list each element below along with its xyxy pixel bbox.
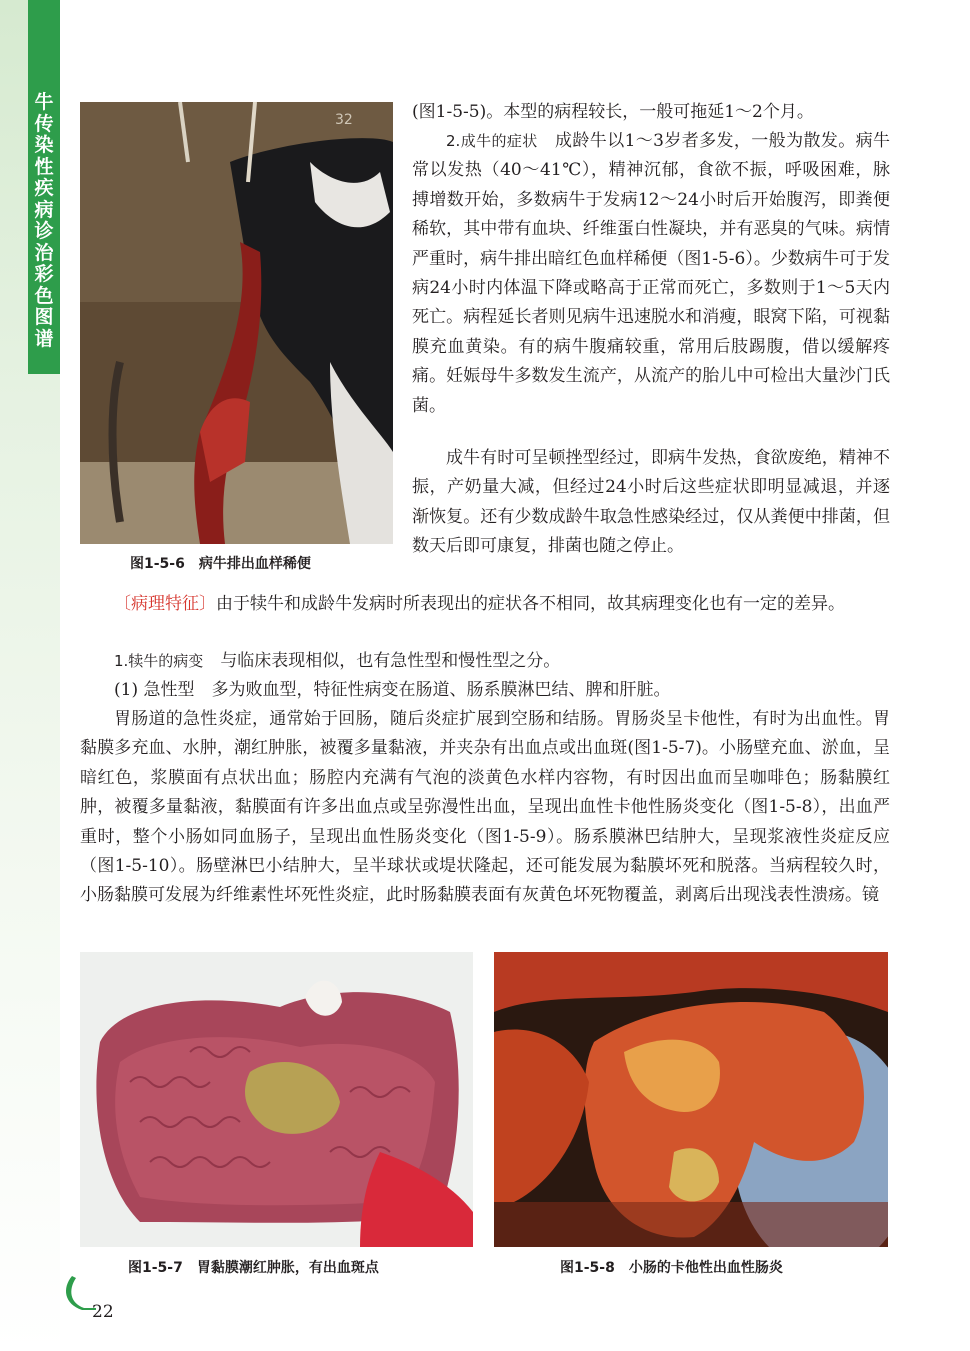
figure-caption-text: 小肠的卡他性出血性肠炎 [628,1260,783,1276]
paragraph-2 [412,127,890,421]
figure-number: 图1-5-8 [560,1260,615,1276]
figure-number: 图1-5-7 [128,1260,183,1276]
paragraph-calf-lesions-text: 与临床表现相似，也有急性型和慢性型之分。 [220,651,561,671]
svg-text:32: 32 [335,112,353,128]
paragraph-3: 成牛有时可呈顿挫型经过，即病牛发热，食欲废绝，精神不振，产奶量大减，但经过24小时后这些症状即明显减退，并逐渐恢复。还有少数成龄牛取急性感染经过，仅从粪便中排菌，但数天后即可康复，排菌也随之停止。 [412,448,890,557]
figure-caption-text: 胃黏膜潮红肿胀，有出血斑点 [196,1260,379,1276]
paragraph-pathology-text: 由于犊牛和成龄牛发病时所表现出的症状各不相同，故其病理变化也有一定的差异。 [216,594,845,614]
section-label-calf-lesions: 1.犊牛的病变 [114,652,204,670]
paragraph-gastroenteritis: 胃肠道的急性炎症，通常始于回肠，随后炎症扩展到空肠和结肠。胃肠炎呈卡他性，有时为出血性。胃黏膜多充血、水肿，潮红肿胀，被覆多量黏液，并夹杂有出血点或出血斑(图1-5-7)。小肠壁充血、淤血，呈暗红色，浆膜面有点状出血；肠腔内充满有气泡的淡黄色水样内容物，有时因出血而呈咖啡色；肠黏膜红肿，被覆多量黏液，黏膜面有许多出血点或呈弥漫性出血，呈现出血性卡他性肠炎变化（图1-5-8），出血严重时，整个小肠如同血肠子，呈现出血性肠炎变化（图1-5-9）。肠系膜淋巴结肿大，呈现浆液性炎症反应（图1-5-10）。肠壁淋巴小结肿大，呈半球状或堤状隆起，还可能发展为黏膜坏死和脱落。当病程较久时，小肠黏膜可发展为纤维素性坏死性炎症，此时肠黏膜表面有灰黄色坏死物覆盖，剥离后出现浅表性溃疡。镜 [80,709,890,906]
page-number: 22 [92,1302,114,1322]
figure-1-5-6-photo [80,102,393,544]
page-corner-leaf-icon [62,1276,96,1312]
figure-1-5-6-caption [130,553,311,573]
paragraph-1: (图1-5-5)。本型的病程较长，一般可拖延1～2个月。 [412,102,814,122]
paragraph-acute-type: (1) 急性型 多为败血型，特征性病变在肠道、肠系膜淋巴结、脾和肝脏。 [114,680,671,700]
figure-1-5-7-caption [128,1257,379,1277]
figure-1-5-7-photo [80,952,473,1247]
sidebar-book-title: 牛传染性疾病诊治彩色图谱 [34,91,54,350]
paragraph-2-text: 成龄牛以1～3岁者多发，一般为散发。病牛常以发热（40～41℃），精神沉郁，食欲不振，呼吸困难，脉搏增数开始，多数病牛于发病12～24小时后开始腹泻，即粪便稀软，其中带有血块、纤维蛋白性凝块，并有恶臭的气味。病情严重时，病牛排出暗红色血样稀便（图1-5-6）。少数病牛可于发病24小时内体温下降或略高于正常而死亡，多数则于1～5天内死亡。病程延长者则见病牛迅速脱水和消瘦，眼窝下陷，可视黏膜充血黄染。有的病牛腹痛较重，常用后肢踢腹，借以缓解疼痛。妊娠母牛多数发生流产，从流产的胎儿中可检出大量沙门氏菌。 [412,131,891,416]
figure-number: 图1-5-6 [130,556,185,572]
section-label-pathology: 〔病理特征〕 [114,594,216,614]
figure-1-5-8-caption [560,1257,783,1277]
figure-caption-text: 病牛排出血样稀便 [198,556,311,572]
figure-1-5-8-photo [494,952,888,1247]
paragraph-calf-lesions [80,647,890,676]
section-label-adult-symptoms: 2.成牛的症状 [446,132,538,150]
paragraph-pathology [80,590,890,619]
